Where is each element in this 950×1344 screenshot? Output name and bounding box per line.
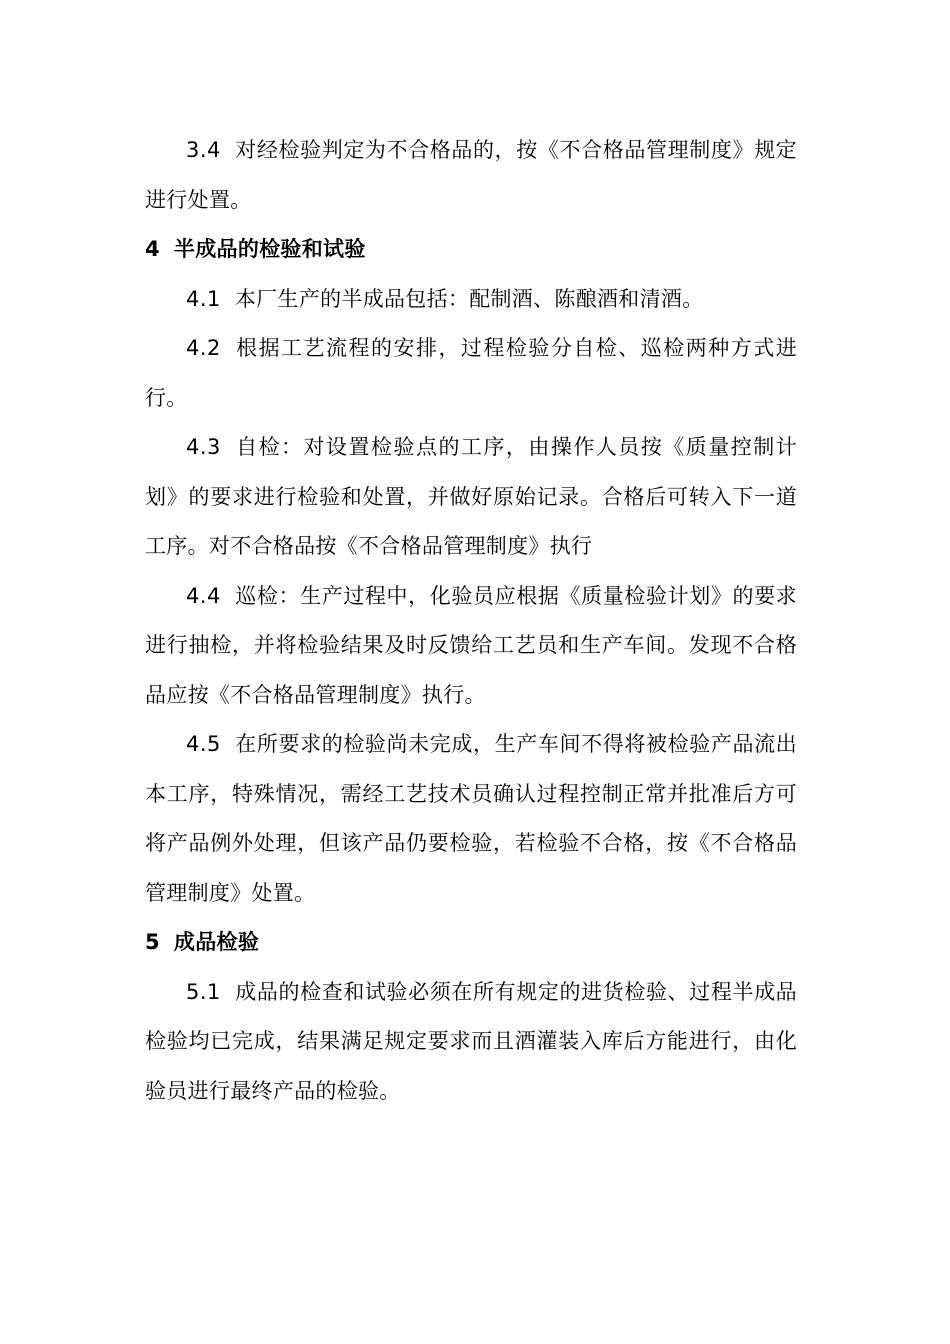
clause-number: 4.5 <box>186 732 221 756</box>
clause-number: 4.4 <box>186 583 221 608</box>
clause-text: 在所要求的检验尚未完成，生产车间不得将被检验产品流出本工序，特殊情况，需经工艺技术员确认过程控制正常并批准后方可将产品例外处理，但该产品仍要检验，若检验不合格，按《不合格品管理制度》处置。 <box>145 732 797 905</box>
document-body <box>145 126 797 1116</box>
clause-text: 对经检验判定为不合格品的，按《不合格品管理制度》规定进行处置。 <box>145 138 797 212</box>
clause-3-4 <box>145 126 797 225</box>
section-heading-4 <box>145 225 797 275</box>
section-number: 5 <box>145 930 160 954</box>
clause-number: 4.1 <box>186 286 221 311</box>
clause-text: 根据工艺流程的安排，过程检验分自检、巡检两种方式进行。 <box>145 336 797 410</box>
clause-text: 巡检：生产过程中，化验员应根据《质量检验计划》的要求进行抽检，并将检验结果及时反馈给工艺员和生产车间。发现不合格品应按《不合格品管理制度》执行。 <box>145 583 797 707</box>
clause-4-1 <box>145 275 797 325</box>
clause-text: 本厂生产的半成品包括：配制酒、陈酿酒和清酒。 <box>234 286 704 311</box>
clause-4-3 <box>145 423 797 572</box>
clause-5-1 <box>145 968 797 1117</box>
section-number: 4 <box>145 237 160 261</box>
clause-number: 4.2 <box>186 336 221 360</box>
clause-text: 成品的检查和试验必须在所有规定的进货检验、过程半成品检验均已完成，结果满足规定要求而且酒灌装入库后方能进行，由化验员进行最终产品的检验。 <box>145 979 797 1103</box>
clause-4-5 <box>145 720 797 918</box>
clause-text: 自检：对设置检验点的工序，由操作人员按《质量控制计划》的要求进行检验和处置，并做好原始记录。合格后可转入下一道工序。对不合格品按《不合格品管理制度》执行 <box>145 435 797 558</box>
clause-4-4 <box>145 572 797 721</box>
clause-number: 5.1 <box>186 979 221 1004</box>
section-heading-5 <box>145 918 797 968</box>
section-title: 半成品的检验和试验 <box>173 237 366 261</box>
section-title: 成品检验 <box>173 930 260 954</box>
clause-number: 3.4 <box>186 138 221 162</box>
clause-number: 4.3 <box>186 435 221 459</box>
clause-4-2 <box>145 324 797 423</box>
